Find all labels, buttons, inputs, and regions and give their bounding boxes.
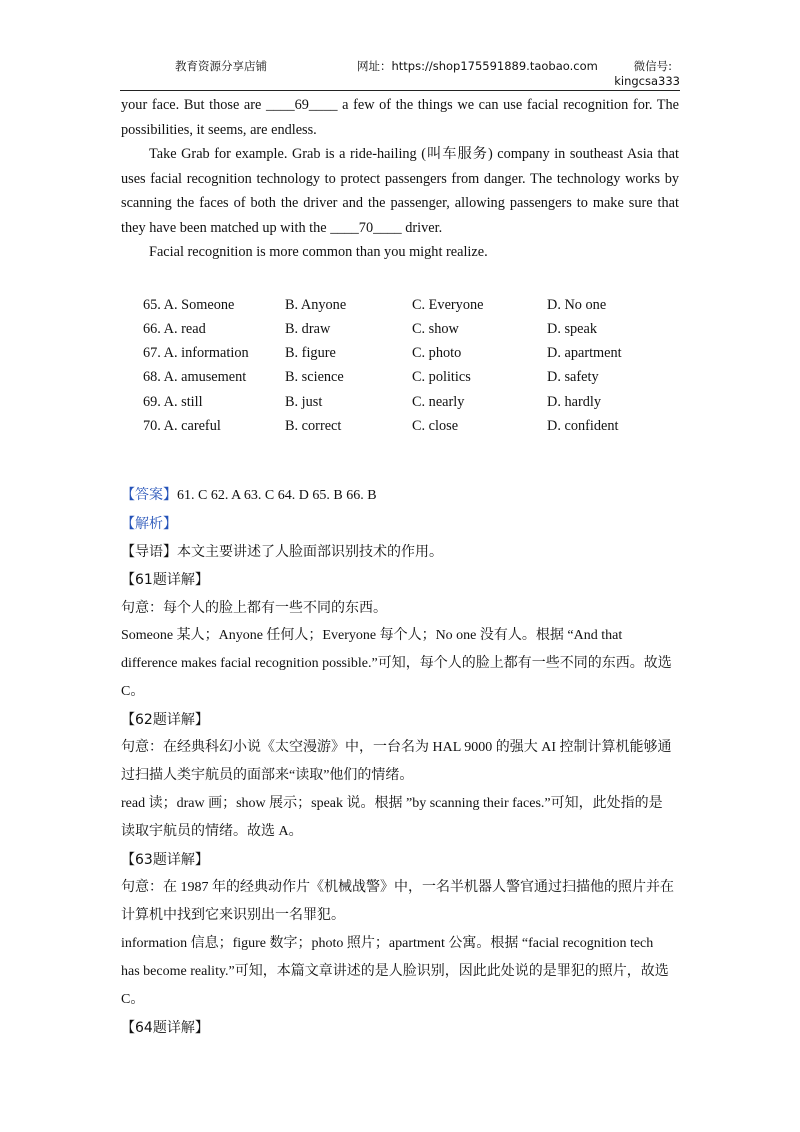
- answer-line: [121, 481, 691, 510]
- q63-explain-3: C。: [121, 992, 145, 1007]
- option-67-c: C. photo: [412, 345, 462, 362]
- passage-paragraph-2: Take Grab for example. Grab is a ride-hailing (叫车服务) company in southeast Asia that uses facial recognition technology to protect passengers from danger. The technology works by scanning the faces of both the driver and the passenger, allowing passengers to make sure that they have been matched up with the ____70____ driver.: [121, 146, 679, 236]
- q62-heading: 【62题详解】: [121, 712, 209, 728]
- shop-url[interactable]: 网址：https://shop175591889.taobao.com: [357, 59, 598, 73]
- page-header: [120, 0, 680, 91]
- jiexi-label: 【解析】: [121, 516, 177, 532]
- option-66-d: D. speak: [547, 320, 598, 337]
- q61-meaning: 句意：每个人的脸上都有一些不同的东西。: [121, 600, 387, 616]
- option-row-68: [121, 365, 679, 389]
- answer-text: 61. C 62. A 63. C 64. D 65. B 66. B: [177, 488, 377, 503]
- option-70-a: 70. A. careful: [143, 417, 221, 434]
- option-row-67: [121, 341, 679, 365]
- option-69-c: C. nearly: [412, 393, 465, 410]
- option-row-65: [121, 293, 679, 317]
- q61-explain-3: C。: [121, 684, 145, 699]
- wechat-label: 微信号:: [633, 59, 672, 73]
- option-70-d: D. confident: [547, 417, 619, 434]
- option-68-c: C. politics: [412, 369, 471, 386]
- option-66-b: B. draw: [285, 320, 331, 337]
- option-row-69: [121, 390, 679, 414]
- q63-heading: 【63题详解】: [121, 852, 209, 868]
- option-69-d: D. hardly: [547, 393, 601, 410]
- option-66-a: 66. A. read: [143, 320, 206, 337]
- q61-heading: 【61题详解】: [121, 572, 209, 588]
- q64-heading: 【64题详解】: [121, 1020, 209, 1036]
- option-row-70: [121, 414, 679, 438]
- option-68-a: 68. A. amusement: [143, 369, 247, 386]
- guide-text: 【导语】本文主要讲述了人脸面部识别技术的作用。: [121, 544, 443, 560]
- option-65-d: D. No one: [547, 296, 607, 313]
- shop-name: 教育资源分享店铺: [175, 59, 267, 73]
- option-67-b: B. figure: [285, 345, 336, 362]
- option-65-c: C. Everyone: [412, 296, 484, 313]
- option-65-a: 65. A. Someone: [143, 296, 235, 313]
- q63-explain-1: information 信息；figure 数字；photo 照片；apartment 公寓。根据 “facial recognition tech: [121, 936, 654, 951]
- passage-paragraph-3: Facial recognition is more common than you might realize.: [149, 244, 488, 260]
- q62-explain-1: read 读；draw 画；show 展示；speak 说。根据 ”by scanning their faces.”可知，此处指的是: [121, 796, 663, 811]
- wechat-id: kingcsa333: [614, 74, 680, 88]
- option-70-c: C. close: [412, 417, 459, 434]
- document-body: [121, 93, 679, 438]
- q62-explain-2: 读取宇航员的情绪。故选 A。: [121, 824, 303, 839]
- q63-meaning-1: 句意：在 1987 年的经典动作片《机械战警》中，一名半机器人警官通过扫描他的照片并在: [121, 880, 674, 895]
- option-67-d: D. apartment: [547, 345, 622, 362]
- q62-meaning-1: 句意：在经典科幻小说《太空漫游》中，一台名为 HAL 9000 的强大 AI 控制计算机能够通: [121, 740, 672, 755]
- option-66-c: C. show: [412, 320, 459, 337]
- option-67-a: 67. A. information: [143, 345, 249, 362]
- option-65-b: B. Anyone: [285, 296, 347, 313]
- answer-label: 【答案】: [121, 487, 177, 503]
- option-row-66: [121, 317, 679, 341]
- answer-options: [121, 293, 679, 439]
- option-69-a: 69. A. still: [143, 393, 203, 410]
- option-70-b: B. correct: [285, 417, 342, 434]
- option-68-d: D. safety: [547, 369, 599, 386]
- q61-explain-2: difference makes facial recognition possible.”可知，每个人的脸上都有一些不同的东西。故选: [121, 656, 672, 671]
- q63-meaning-2: 计算机中找到它来识别出一名罪犯。: [121, 908, 345, 923]
- q62-meaning-2: 过扫描人类宇航员的面部来“读取”他们的情绪。: [121, 768, 414, 783]
- q61-explain-1: Someone 某人；Anyone 任何人；Everyone 每个人；No one 没有人。根据 “And that: [121, 628, 623, 643]
- option-69-b: B. just: [285, 393, 323, 410]
- analysis-section: [121, 481, 691, 1042]
- q63-explain-2: has become reality.”可知，本篇文章讲述的是人脸识别，因此此处说的是罪犯的照片，故选: [121, 964, 669, 979]
- passage-paragraph-1: your face. But those are ____69____ a few of the things we can use facial recognition for. The possibilities, it seems, are endless.: [121, 97, 679, 138]
- option-68-b: B. science: [285, 369, 344, 386]
